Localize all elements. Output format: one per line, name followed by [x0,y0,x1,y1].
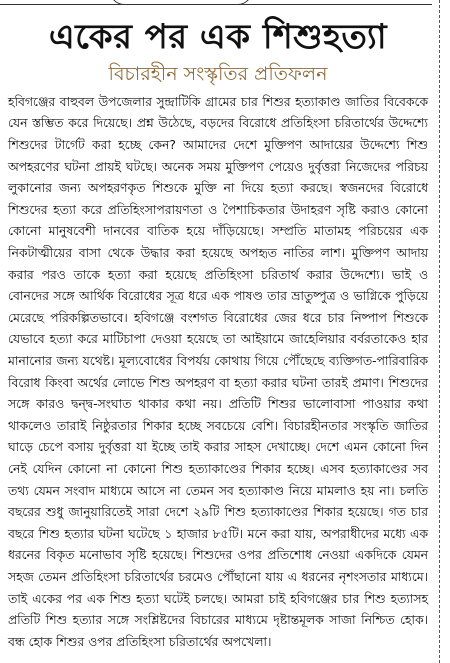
article-headline: একের পর এক শিশুহত্যা [48,17,388,57]
article-body: হবিগঞ্জের বাহুবল উপজেলার সুন্দ্রাটিকি গ্রামের চার শিশুর হত্যাকাণ্ড জাতির বিবেককে যেন স্তম্ভিত করে দিয়েছে। প্রশ্ন উঠেছে, বড়দের বিরোধে প্রতিহিংসা চরিতার্থের উদ্দেশ্যে শিশুদের টার্গেট করা হচ্ছে কেন? আমাদের দেশে মুক্তিপণ আদায়ের উদ্দেশ্যে শিশু অপহরণের ঘটনা প্রায়ই ঘটছে। অনেক সময় মুক্তিপণ পেয়েও দুর্বৃত্তরা নিজেদের পরিচয় লুকানোর জন্য অপহরণকৃত শিশুকে মুক্তি না দিয়ে হত্যা করছে। স্বজনদের বিরোধে শিশুদের হত্যা করে প্রতিহিংসাপরায়ণতা ও পৈশাচিকতার উদাহরণ সৃষ্টি করাও কোনো কোনো মানুষবেশী দানবের বাতিক হয়ে দাঁড়িয়েছে। সম্প্রতি মাতামহ পরিচয়ের এক নিকটাত্মীয়ের বাসা থেকে উদ্ধার করা হয়েছে অপহৃত নাতির লাশ। মুক্তিপণ আদায় করার পরও তাকে হত্যা করা হয়েছে প্রতিহিংসা চরিতার্থ করার উদ্দেশ্যে। ভাই ও বোনদের সঙ্গে আর্থিক বিরোধের সূত্র ধরে এক পাষণ্ড তার ভ্রাতুষ্পুত্র ও ভাগ্নিকে পুড়িয়ে মেরেছে পরিকল্পিতভাবে। হবিগঞ্জে বংশগত বিরোধের জের ধরে চার নিষ্পাপ শিশুকে যেভাবে হত্যা করে মাটিচাপা দেওয়া হয়েছে তা আইয়ামে জাহেলিয়ার বর্বরতাকেও হার মানানোর জন্য যথেষ্ট। মূল্যবোধের বিপর্যয় কোথায় গিয়ে পৌঁছেছে ব্যক্তিগত-পারিবারিক বিরোধ কিংবা অর্থের লোভে শিশু অপহরণ বা হত্যা করার ঘটনা তারই প্রমাণ। শিশুদের সঙ্গে কারও দ্বন্দ্ব-সংঘাত থাকার কথা নয়। প্রতিটি শিশুর ভালোবাসা পাওয়ার কথা থাকলেও তারাই নিষ্ঠুরতার শিকার হচ্ছে সবচেয়ে বেশি। বিচারহীনতার সংস্কৃতি জাতির ঘাড়ে চেপে বসায় দুর্বৃত্তরা যা ইচ্ছে তাই করার সাহস দেখাচ্ছে। দেশে এমন কোনো দিন নেই যেদিন কোনো না কোনো শিশু হত্যাকাণ্ডের শিকার হচ্ছে। এসব হত্যাকাণ্ডের সব তথ্য যেমন সংবাদ মাধ্যমে আসে না তেমন সব হত্যাকাণ্ড নিয়ে মামলাও হয় না। চলতি বছরের শুধু জানুয়ারিতেই সারা দেশে ২৯টি শিশু হত্যাকাণ্ডের শিকার হয়েছে। গত চার বছরে শিশু হত্যার ঘটনা ঘটেছে ১ হাজার ৮৫টি। মনে করা যায়, অপরাধীদের মধ্যে এক ধরনের বিকৃত মনোভাব সৃষ্টি হয়েছে। শিশুদের ওপর প্রতিশোধ নেওয়া একদিকে যেমন সহজ তেমন প্রতিহিংসা চরিতার্থের চরমেও পৌঁছানো যায় এ ধরনের নৃশংসতার মাধ্যমে। তাই একের পর এক শিশু হত্যা ঘটেই চলছে। আমরা চাই হবিগঞ্জের চার শিশু হত্যাসহ প্রতিটি শিশু হত্যার সঙ্গে সংশ্লিষ্টদের বিচারের মাধ্যমে দৃষ্টান্তমূলক সাজা নিশ্চিত হোক। বন্ধ হোক শিশুর ওপর প্রতিহিংসা চরিতার্থের অপখেলা। [8,94,428,649]
editorial-article [8,18,428,653]
top-tab-decoration [110,0,252,5]
column-divider [439,0,440,663]
article-subhead: বিচারহীন সংস্কৃতির প্রতিফলন [108,63,328,86]
